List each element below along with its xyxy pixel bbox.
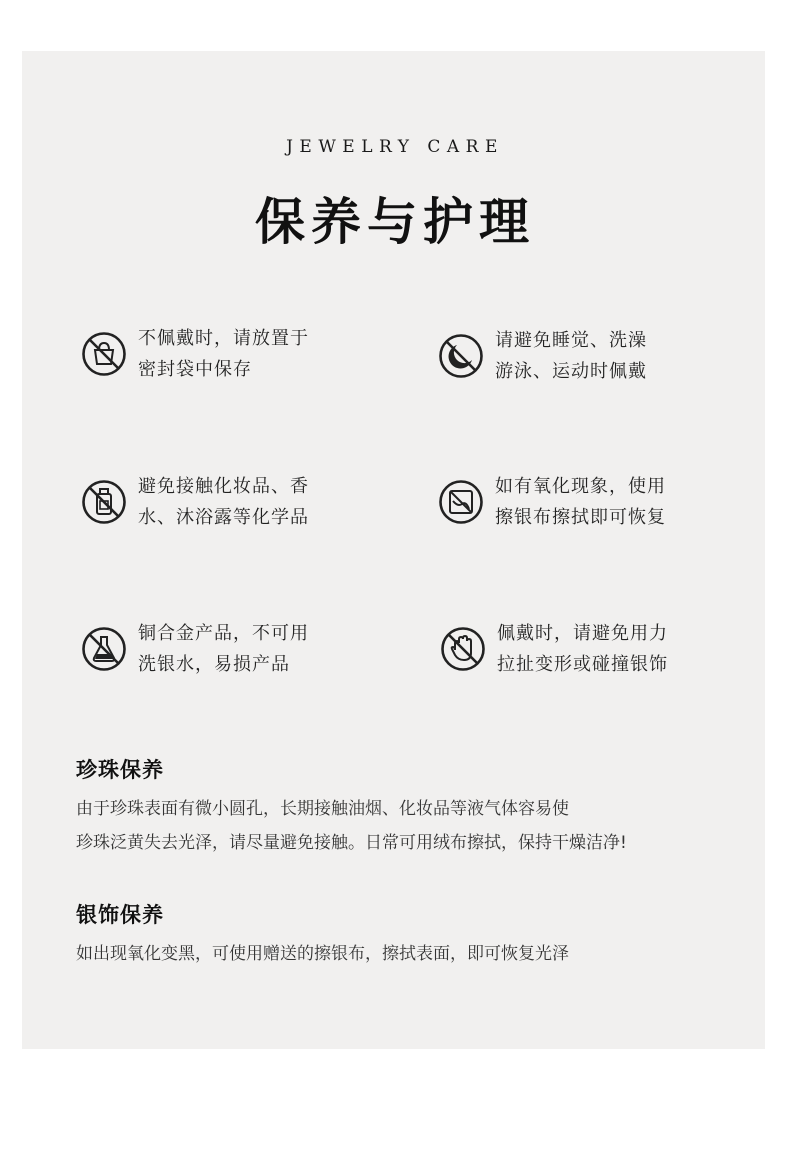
tip-line: 洗银水，易损产品 xyxy=(138,654,290,675)
polishing-cloth-icon xyxy=(438,479,484,525)
tip-line: 拉扯变形或碰撞银饰 xyxy=(497,654,668,675)
silver-care-heading: 银饰保养 xyxy=(76,903,164,927)
page-title: 保养与护理 xyxy=(255,193,535,251)
pearl-care-line: 珍珠泛黄失去光泽，请尽量避免接触。日常可用绒布擦拭，保持干燥洁净! xyxy=(76,833,627,853)
no-sleep-icon xyxy=(438,333,484,379)
tip-line: 水、沐浴露等化学品 xyxy=(138,507,309,528)
tip-avoid-force xyxy=(440,618,668,680)
no-bag-icon xyxy=(81,331,127,377)
silver-care-line: 如出现氧化变黑，可使用赠送的擦银布，擦拭表面，即可恢复光泽 xyxy=(76,944,569,964)
svg-text:z: z xyxy=(462,351,468,361)
tip-line: 避免接触化妆品、香 xyxy=(138,476,309,497)
tip-oxidation-cloth xyxy=(438,471,666,533)
no-chemical-flask-icon xyxy=(81,626,127,672)
tip-line: 不佩戴时，请放置于 xyxy=(138,328,309,349)
tip-line: 游泳、运动时佩戴 xyxy=(495,361,647,382)
pearl-care-heading: 珍珠保养 xyxy=(76,758,164,782)
tip-line: 佩戴时，请避免用力 xyxy=(497,623,668,644)
tip-line: 擦银布擦拭即可恢复 xyxy=(495,507,666,528)
eyebrow-heading: JEWELRY CARE xyxy=(286,137,504,157)
tip-store-in-bag xyxy=(81,323,309,385)
tip-avoid-cosmetics xyxy=(81,471,309,533)
tip-line: 如有氧化现象，使用 xyxy=(495,476,666,497)
tip-copper-alloy xyxy=(81,618,309,680)
tip-line: 铜合金产品，不可用 xyxy=(138,623,309,644)
pearl-care-line: 由于珍珠表面有微小圆孔，长期接触油烟、化妆品等液气体容易使 xyxy=(76,799,569,819)
tip-line: 请避免睡觉、洗澡 xyxy=(495,330,647,351)
no-cosmetics-icon xyxy=(81,479,127,525)
tip-avoid-sleep-bath xyxy=(438,325,647,387)
no-force-hand-icon xyxy=(440,626,486,672)
tip-line: 密封袋中保存 xyxy=(138,359,252,380)
